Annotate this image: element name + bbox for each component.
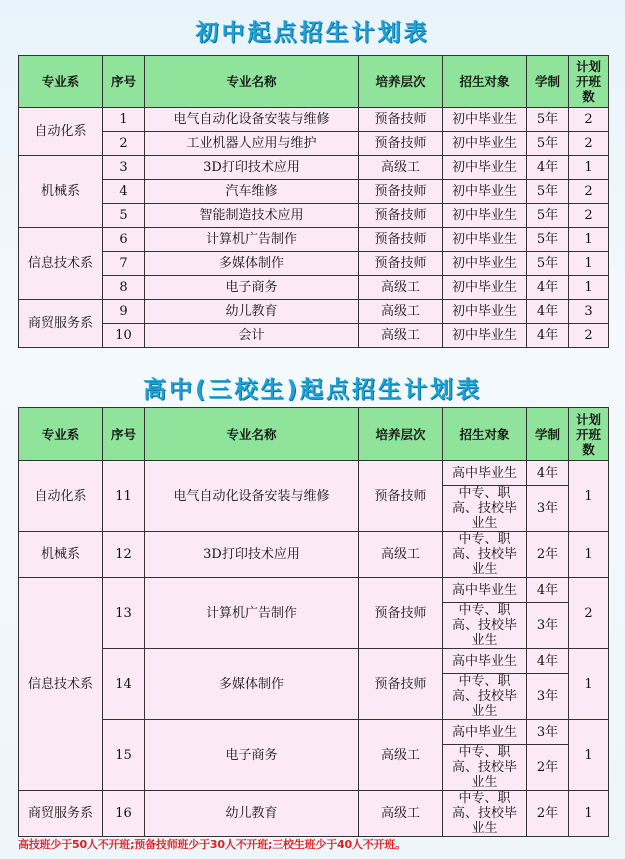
- senior-enrollment-table: [18, 407, 609, 837]
- number-cell: 4: [103, 180, 145, 204]
- classes-cell: 3: [569, 300, 609, 324]
- major-name-cell: 多媒体制作: [145, 252, 359, 276]
- target-cell: 中专、职高、技校毕业生: [443, 674, 527, 720]
- table-row: [19, 252, 609, 276]
- major-name-cell: 3D打印技术应用: [145, 156, 359, 180]
- major-name-cell: 电气自动化设备安装与维修: [145, 108, 359, 132]
- target-cell: 初中毕业生: [443, 276, 527, 300]
- number-cell: 12: [103, 532, 145, 578]
- column-header: 专业系: [19, 408, 103, 461]
- number-cell: 13: [103, 578, 145, 649]
- years-cell: 3年: [527, 674, 569, 720]
- level-cell: 高级工: [359, 532, 443, 578]
- table-row: [19, 649, 609, 674]
- table-row: [19, 532, 609, 578]
- target-cell: 中专、职高、技校毕业生: [443, 532, 527, 578]
- level-cell: 预备技师: [359, 252, 443, 276]
- number-cell: 1: [103, 108, 145, 132]
- classes-cell: 1: [569, 720, 609, 791]
- column-header: 招生对象: [443, 408, 527, 461]
- number-cell: 2: [103, 132, 145, 156]
- classes-cell: 1: [569, 228, 609, 252]
- table-row: [19, 180, 609, 204]
- classes-cell: 2: [569, 108, 609, 132]
- number-cell: 14: [103, 649, 145, 720]
- level-cell: 预备技师: [359, 132, 443, 156]
- major-name-cell: 幼儿教育: [145, 791, 359, 837]
- years-cell: 4年: [527, 324, 569, 348]
- years-cell: 5年: [527, 228, 569, 252]
- level-cell: 预备技师: [359, 461, 443, 532]
- classes-cell: 1: [569, 156, 609, 180]
- classes-cell: 1: [569, 276, 609, 300]
- years-cell: 5年: [527, 180, 569, 204]
- number-cell: 15: [103, 720, 145, 791]
- level-cell: 预备技师: [359, 578, 443, 649]
- dept-cell: 自动化系: [19, 108, 103, 156]
- target-cell: 初中毕业生: [443, 156, 527, 180]
- level-cell: 预备技师: [359, 649, 443, 720]
- dept-cell: 信息技术系: [19, 228, 103, 300]
- major-name-cell: 3D打印技术应用: [145, 532, 359, 578]
- column-header: 招生对象: [443, 56, 527, 108]
- column-header: 专业名称: [145, 408, 359, 461]
- number-cell: 11: [103, 461, 145, 532]
- number-cell: 3: [103, 156, 145, 180]
- target-cell: 初中毕业生: [443, 108, 527, 132]
- dept-cell: 信息技术系: [19, 578, 103, 791]
- years-cell: 4年: [527, 300, 569, 324]
- years-cell: 5年: [527, 108, 569, 132]
- number-cell: 9: [103, 300, 145, 324]
- classes-cell: 1: [569, 791, 609, 837]
- level-cell: 高级工: [359, 156, 443, 180]
- table-row: [19, 132, 609, 156]
- years-cell: 4年: [527, 649, 569, 674]
- column-header: 学制: [527, 408, 569, 461]
- years-cell: 3年: [527, 603, 569, 649]
- dept-cell: 机械系: [19, 532, 103, 578]
- major-name-cell: 幼儿教育: [145, 300, 359, 324]
- classes-cell: 1: [569, 649, 609, 720]
- target-cell: 中专、职高、技校毕业生: [443, 486, 527, 532]
- dept-cell: 自动化系: [19, 461, 103, 532]
- major-name-cell: 电子商务: [145, 276, 359, 300]
- level-cell: 预备技师: [359, 204, 443, 228]
- column-header: 学制: [527, 56, 569, 108]
- table-row: [19, 156, 609, 180]
- classes-cell: 1: [569, 532, 609, 578]
- classes-cell: 2: [569, 324, 609, 348]
- table-row: [19, 324, 609, 348]
- table-row: [19, 300, 609, 324]
- years-cell: 4年: [527, 461, 569, 486]
- level-cell: 高级工: [359, 300, 443, 324]
- classes-cell: 1: [569, 461, 609, 532]
- years-cell: 3年: [527, 486, 569, 532]
- major-name-cell: 计算机广告制作: [145, 578, 359, 649]
- table-header-row: [19, 408, 609, 461]
- table-row: [19, 578, 609, 603]
- column-header: 序号: [103, 56, 145, 108]
- target-cell: 高中毕业生: [443, 720, 527, 745]
- target-cell: 初中毕业生: [443, 300, 527, 324]
- number-cell: 7: [103, 252, 145, 276]
- column-header: 专业系: [19, 56, 103, 108]
- number-cell: 6: [103, 228, 145, 252]
- dept-cell: 商贸服务系: [19, 300, 103, 348]
- major-name-cell: 智能制造技术应用: [145, 204, 359, 228]
- number-cell: 8: [103, 276, 145, 300]
- level-cell: 高级工: [359, 324, 443, 348]
- table-row: [19, 791, 609, 837]
- years-cell: 2年: [527, 532, 569, 578]
- major-name-cell: 计算机广告制作: [145, 228, 359, 252]
- table-row: [19, 204, 609, 228]
- junior-enrollment-table: [18, 55, 609, 348]
- target-cell: 高中毕业生: [443, 649, 527, 674]
- years-cell: 4年: [527, 276, 569, 300]
- level-cell: 预备技师: [359, 180, 443, 204]
- table-row: [19, 720, 609, 745]
- classes-cell: 2: [569, 578, 609, 649]
- years-cell: 4年: [527, 578, 569, 603]
- table-row: [19, 228, 609, 252]
- dept-cell: 商贸服务系: [19, 791, 103, 837]
- major-name-cell: 电子商务: [145, 720, 359, 791]
- target-cell: 中专、职高、技校毕业生: [443, 745, 527, 791]
- level-cell: 预备技师: [359, 108, 443, 132]
- years-cell: 2年: [527, 745, 569, 791]
- major-name-cell: 工业机器人应用与维护: [145, 132, 359, 156]
- major-name-cell: 会计: [145, 324, 359, 348]
- years-cell: 5年: [527, 252, 569, 276]
- years-cell: 5年: [527, 204, 569, 228]
- table2-title: 高中(三校生)起点招生计划表: [142, 377, 483, 403]
- column-header: 计划开班数: [569, 56, 609, 108]
- level-cell: 高级工: [359, 276, 443, 300]
- level-cell: 高级工: [359, 791, 443, 837]
- target-cell: 中专、职高、技校毕业生: [443, 603, 527, 649]
- level-cell: 预备技师: [359, 228, 443, 252]
- table-header-row: [19, 56, 609, 108]
- target-cell: 初中毕业生: [443, 228, 527, 252]
- level-cell: 高级工: [359, 720, 443, 791]
- footnote: 高技班少于50人不开班;预备技师班少于30人不开班;三校生班少于40人不开班。: [18, 838, 406, 851]
- table-row: [19, 461, 609, 486]
- years-cell: 2年: [527, 791, 569, 837]
- target-cell: 初中毕业生: [443, 204, 527, 228]
- classes-cell: 1: [569, 252, 609, 276]
- target-cell: 初中毕业生: [443, 252, 527, 276]
- column-header: 序号: [103, 408, 145, 461]
- major-name-cell: 多媒体制作: [145, 649, 359, 720]
- years-cell: 5年: [527, 132, 569, 156]
- years-cell: 3年: [527, 720, 569, 745]
- target-cell: 高中毕业生: [443, 461, 527, 486]
- number-cell: 10: [103, 324, 145, 348]
- major-name-cell: 电气自动化设备安装与维修: [145, 461, 359, 532]
- classes-cell: 2: [569, 132, 609, 156]
- classes-cell: 2: [569, 180, 609, 204]
- column-header: 培养层次: [359, 408, 443, 461]
- table-row: [19, 108, 609, 132]
- number-cell: 16: [103, 791, 145, 837]
- column-header: 计划开班数: [569, 408, 609, 461]
- years-cell: 4年: [527, 156, 569, 180]
- table-row: [19, 276, 609, 300]
- dept-cell: 机械系: [19, 156, 103, 228]
- target-cell: 中专、职高、技校毕业生: [443, 791, 527, 837]
- column-header: 培养层次: [359, 56, 443, 108]
- target-cell: 初中毕业生: [443, 132, 527, 156]
- classes-cell: 2: [569, 204, 609, 228]
- target-cell: 高中毕业生: [443, 578, 527, 603]
- major-name-cell: 汽车维修: [145, 180, 359, 204]
- column-header: 专业名称: [145, 56, 359, 108]
- target-cell: 初中毕业生: [443, 180, 527, 204]
- table1-title: 初中起点招生计划表: [195, 20, 430, 46]
- number-cell: 5: [103, 204, 145, 228]
- target-cell: 初中毕业生: [443, 324, 527, 348]
